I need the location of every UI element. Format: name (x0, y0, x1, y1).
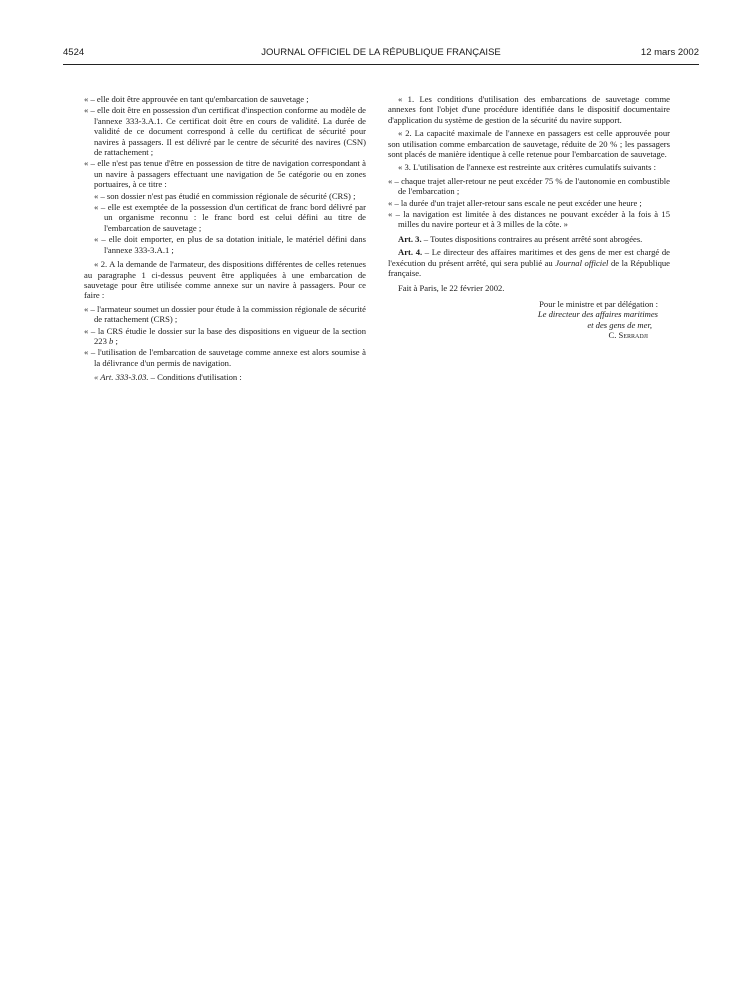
header-rule (63, 64, 699, 65)
list-item: « – la durée d'un trajet aller-retour sans escale ne peut excéder une heure ; (388, 197, 642, 208)
list-item: « – chaque trajet aller-retour ne peut excéder 75 % de l'autonomie en combustible de l'embarcation ; (388, 175, 670, 197)
signature-title: Le directeur des affaires maritimes (537, 309, 658, 320)
sub-list-item: « – elle doit emporter, en plus de sa dotation initiale, le matériel défini dans l'annexe 333-3.A.1 ; (94, 234, 366, 255)
left-column (84, 94, 366, 386)
right-column (388, 94, 670, 341)
list-item: « – elle doit être en possession d'un certificat d'inspection conforme au modèle de l'annexe 333-3.A.1. Ce certificat doit être en cours de validité. La durée de validité de ce document correspond à celle du certificat de sécurité pour navires à passagers. Il est délivré par le centre de sécurité des navires (CSN) de rattachement ; (84, 105, 366, 158)
article-heading: « Art. 333-3.03. – Conditions d'utilisation : (94, 372, 242, 383)
list-item: « – la navigation est limitée à des distances ne pouvant excéder à la fois à 15 milles du navire porteur et à 3 milles de la côte. » (388, 209, 670, 230)
sub-list-item: « – son dossier n'est pas étudié en commission régionale de sécurité (CRS) ; (94, 190, 356, 201)
paragraph-3: « 3. L'utilisation de l'annexe est restreinte aux critères cumulatifs suivants : (398, 162, 656, 173)
list-item: « – elle doit être approuvée en tant qu'embarcation de sauvetage ; (84, 94, 309, 104)
list-item: « – elle n'est pas tenue d'être en possession de titre de navigation correspondant à un navire à passagers effectuant une navigation de 5e catégorie ou en zones portuaires, à ce titre : (84, 158, 366, 190)
signature-title-cont: et des gens de mer, (587, 319, 652, 330)
list-item: « – la CRS étudie le dossier sur la base des dispositions en vigueur de la section 223 b ; (84, 325, 366, 346)
page-number: 4524 (63, 47, 85, 58)
list-item: « – l'utilisation de l'embarcation de sauvetage comme annexe est alors soumise à la délivrance d'un permis de navigation. (84, 347, 366, 368)
signature-block (388, 299, 670, 341)
article-3: Art. 3. – Toutes dispositions contraires au présent arrêté sont abrogées. (398, 233, 643, 244)
sub-list-item: « – elle est exemptée de la possession d'un certificat de franc bord délivré par un organisme reconnu : le franc bord est celui défini au titre de l'embarcation de sauvetage ; (94, 202, 366, 233)
article-4: Art. 4. – Le directeur des affaires maritimes et des gens de mer est chargé de l'exécution du présent arrêté, qui sera publié au Journal officiel de la République française. (388, 247, 670, 279)
signature-line: Pour le ministre et par délégation : (539, 298, 658, 309)
paragraph-1: « 1. Les conditions d'utilisation des embarcations de sauvetage comme annexes font l'objet d'une procédure identifiée dans le dispositif documentaire d'application du système de gestion de la sécurité du navire support. (388, 94, 670, 125)
place-date: Fait à Paris, le 22 février 2002. (398, 282, 505, 293)
signatory-name: C. Serradji (608, 330, 648, 341)
page-header (63, 47, 699, 63)
paragraph-2: « 2. A la demande de l'armateur, des dispositions différentes de celles retenues au paragraphe 1 ci-dessus peuvent être appliquées à une embarcation de sauvetage pour être utilisée comme annexe sur un navire à passagers. Pour ce faire : (84, 259, 366, 301)
issue-date: 12 mars 2002 (640, 47, 699, 58)
list-item: « – l'armateur soumet un dossier pour étude à la commission régionale de sécurité de rattachement (CRS) ; (84, 303, 366, 325)
journal-title: JOURNAL OFFICIEL DE LA RÉPUBLIQUE FRANÇAISE (261, 47, 501, 58)
paragraph-2: « 2. La capacité maximale de l'annexe en passagers est celle approuvée pour son utilisation comme embarcation de sauvetage, réduite de 20 % ; les passagers sont placés de manière identique à celle retenue pour l'embarcation de sauvetage. (388, 128, 670, 160)
